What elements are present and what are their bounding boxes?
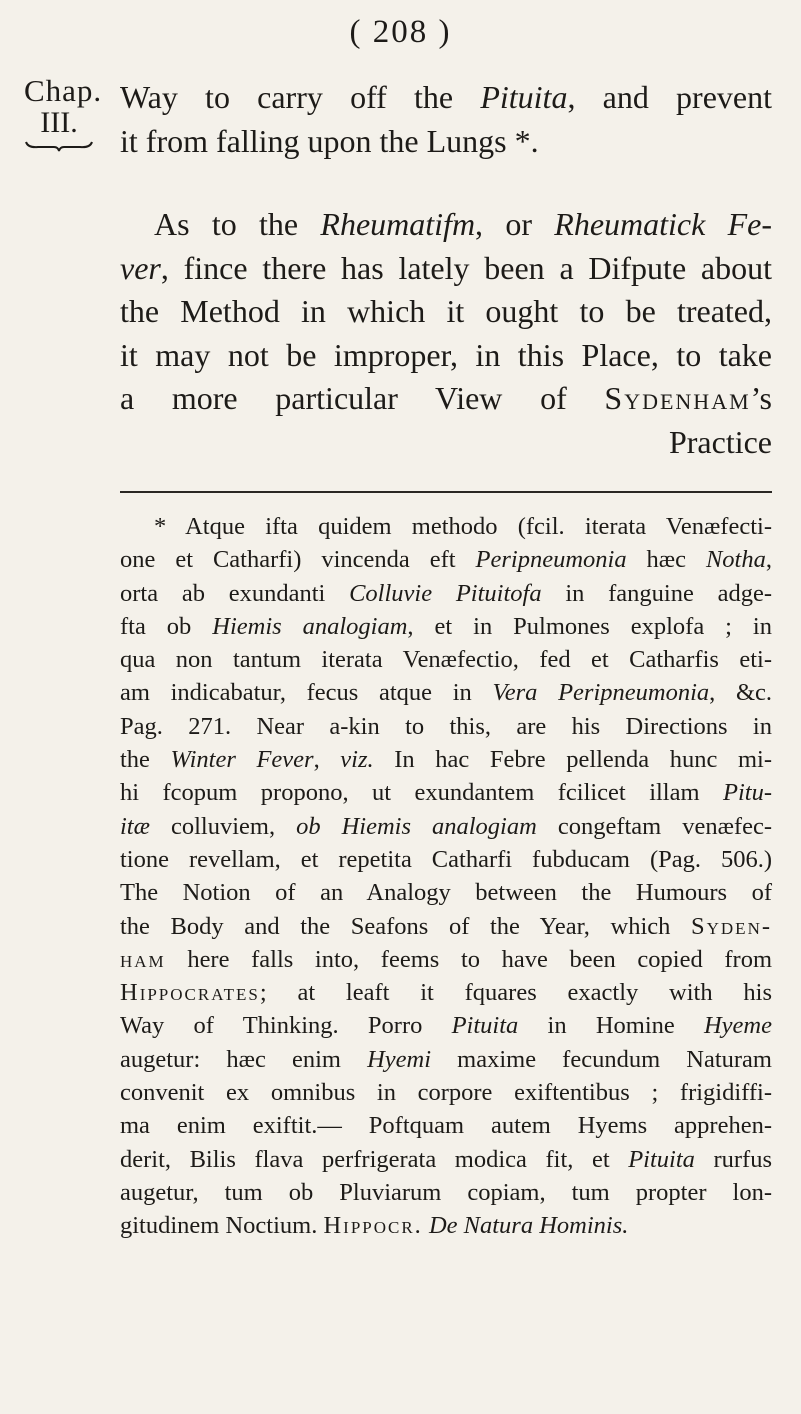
main-text: [120, 76, 772, 464]
footnote-line: ma enim exiftit.— Poftquam autem Hyems apprehen-: [120, 1112, 772, 1140]
footnote-line: one et Catharfi) vincenda eft Peripneumonia hæc Notha,: [120, 546, 772, 574]
page-number: ( 208 ): [349, 14, 452, 50]
footnote-line: Way of Thinking. Porro Pituita in Homine Hyeme: [120, 1012, 772, 1040]
paragraph-line-4: it may not be improper, in this Place, to take: [120, 336, 772, 373]
footnote-line: hi fcopum propono, ut exundantem fcilicet illam Pitu-: [120, 779, 772, 807]
paragraph-line-3: the Method in which it ought to be treated,: [120, 293, 772, 329]
footnote-line: Hippocrates; at leaft it fquares exactly with his: [120, 979, 772, 1007]
footnote-line: qua non tantum iterata Venæfectio, fed et Catharfis eti-: [120, 646, 772, 674]
paragraph-line-5: a more particular View of Sydenham’s: [120, 380, 772, 416]
footnote-line: gitudinem Noctium. Hippocr. De Natura Hominis.: [120, 1212, 629, 1240]
chapter-marker: [24, 73, 103, 140]
chapter-number: III.: [40, 106, 78, 139]
footnote-line: augetur: hæc enim Hyemi maxime fecundum Naturam: [120, 1045, 772, 1073]
footnote-line: derit, Bilis flava perfrigerata modica fit, et Pituita rurfus: [120, 1145, 773, 1173]
footnote-line: Pag. 271. Near a-kin to this, are his Directions in: [120, 712, 772, 740]
chapter-brace-icon: [24, 140, 94, 152]
footnote-line: fta ob Hiemis analogiam, et in Pulmones explofa ; in: [120, 612, 772, 640]
footnote-line: tione revellam, et repetita Catharfi fubducam (Pag. 506.): [120, 845, 772, 873]
paragraph-line-6: Practice: [668, 423, 772, 460]
footnote: [120, 510, 772, 1243]
footnote-line: itæ colluviem, ob Hiemis analogiam congeftam venæfec-: [120, 812, 772, 840]
paragraph-line-1: As to the Rheumatifm, or Rheumatick Fe-: [154, 206, 773, 242]
footnote-line: convenit ex omnibus in corpore exiftentibus ; frigidiffi-: [120, 1079, 772, 1107]
footnote-line: orta ab exundanti Colluvie Pituitofa in fanguine adge-: [120, 579, 773, 607]
chapter-label: Chap.: [24, 73, 103, 108]
paragraph-line-2: ver, fince there has lately been a Difpute about: [120, 249, 772, 286]
footnote-line: augetur, tum ob Pluviarum copiam, tum propter lon-: [120, 1178, 772, 1206]
footnote-line: * Atque ifta quidem methodo (fcil. iterata Venæfecti-: [154, 513, 772, 540]
footnote-line: The Notion of an Analogy between the Humours of: [120, 879, 772, 907]
footnote-line: ham here falls into, feems to have been copied from: [120, 945, 772, 973]
footnote-line: am indicabatur, fecus atque in Vera Peripneumonia, &c.: [120, 679, 773, 707]
footnote-divider: [120, 491, 772, 493]
footnote-line: the Body and the Seafons of the Year, which Syden-: [120, 912, 772, 940]
footnote-line: the Winter Fever, viz. In hac Febre pellenda hunc mi-: [120, 746, 773, 774]
heading-line-1: Way to carry off the Pituita, and prevent: [120, 79, 773, 115]
heading-line-2: it from falling upon the Lungs *.: [120, 122, 539, 159]
